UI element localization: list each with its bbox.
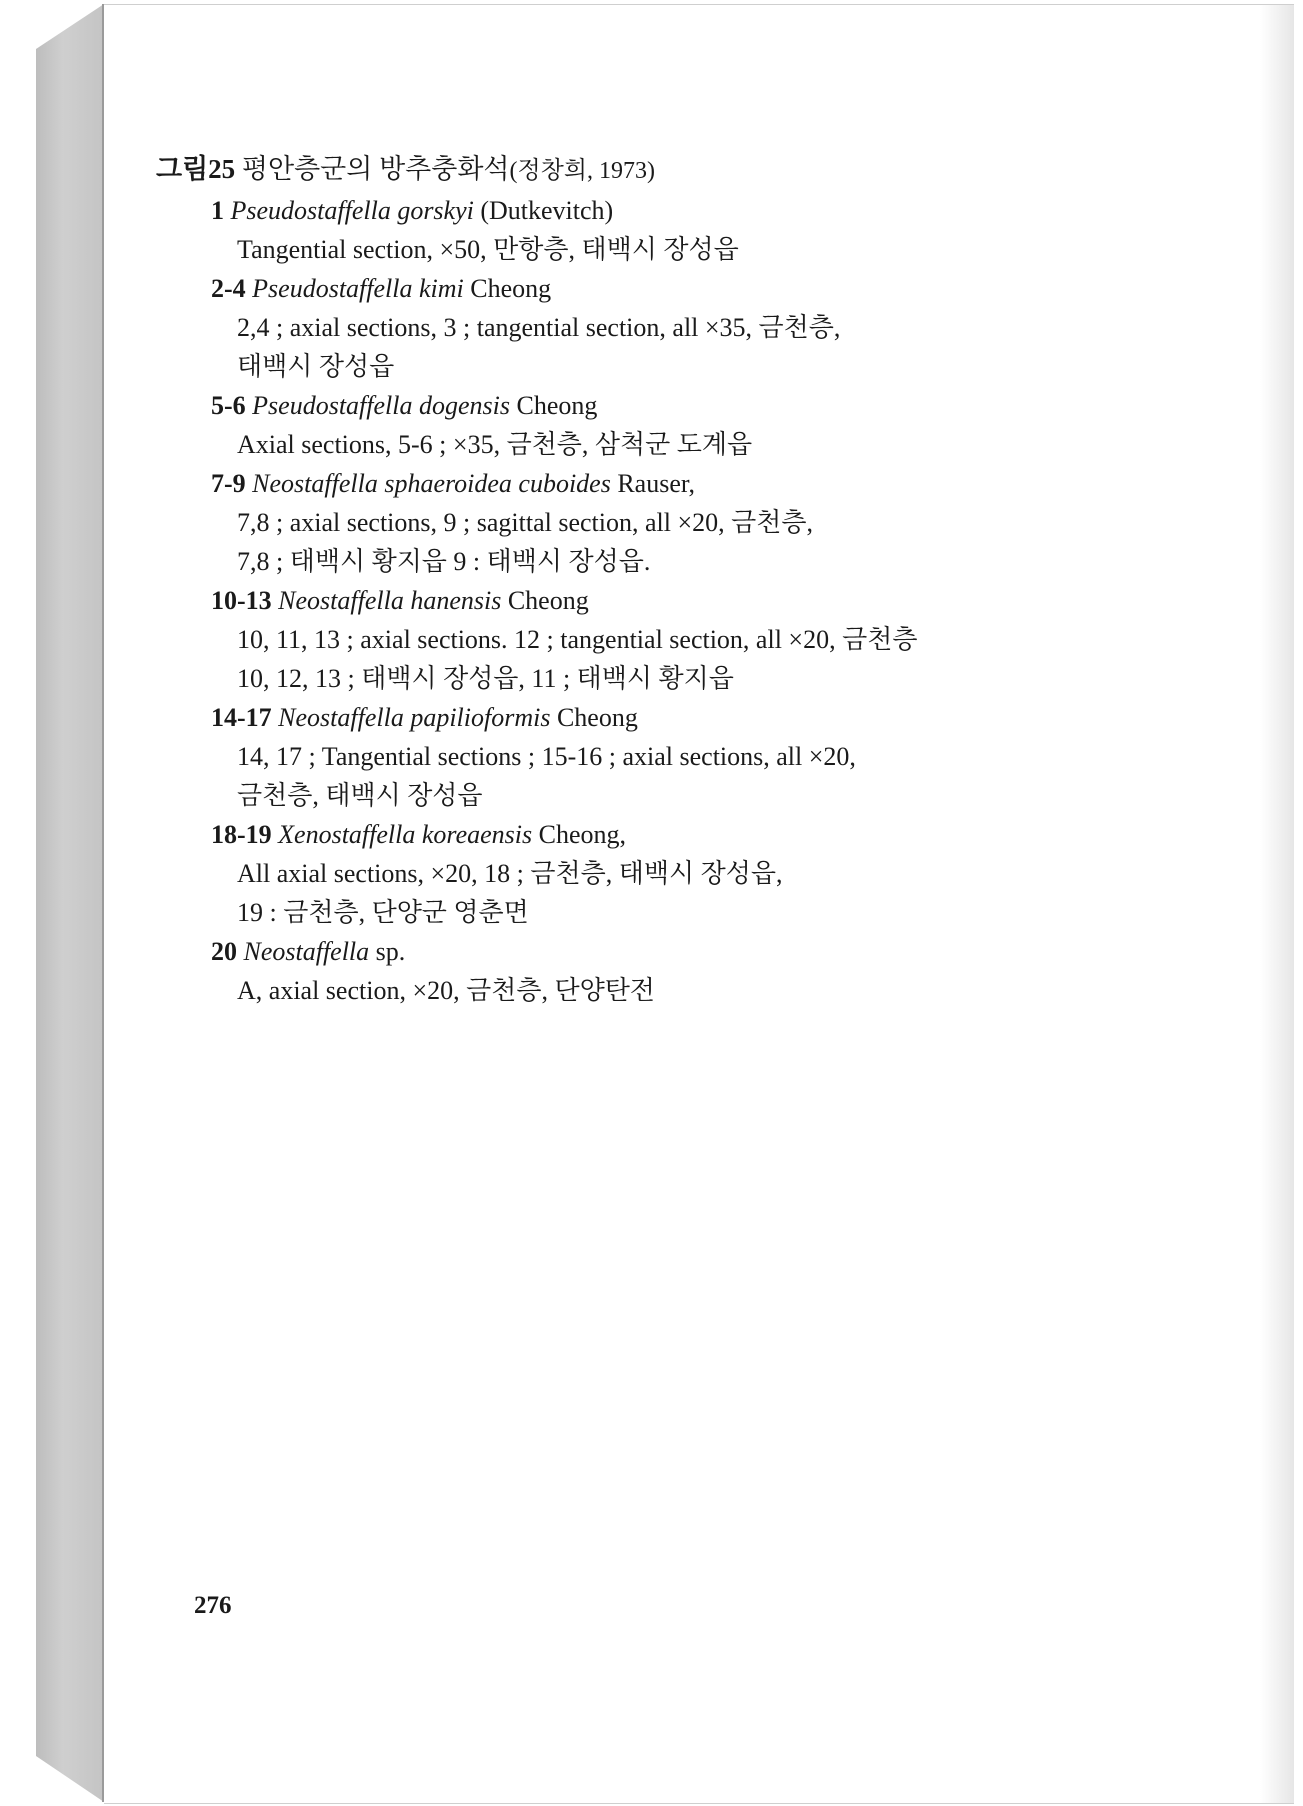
figure-reference: (정창희, 1973) [509,158,656,184]
entry-heading [156,698,1166,737]
entry-numbers: 14-17 [211,703,272,732]
entry-line: All axial sections, ×20, 18 ; 금천층, 태백시 장성읍, [237,859,783,888]
entry [156,191,1166,269]
book-spine [36,4,104,1802]
entry-numbers: 20 [211,937,237,966]
entry-heading [156,386,1166,425]
entry-line: 태백시 장성읍 [237,352,395,381]
entry-author: Cheong, [538,820,626,849]
entry-line: 금천층, 태백시 장성읍 [237,781,483,810]
entry-line: 19 : 금천층, 단양군 영춘면 [237,898,529,927]
entry-heading [156,581,1166,620]
entry-heading [156,815,1166,854]
entry-numbers: 1 [211,196,224,225]
entry-taxon: Pseudostaffella gorskyi [230,196,474,225]
page-number: 276 [194,1592,232,1619]
entry-line: 10, 12, 13 ; 태백시 장성읍, 11 ; 태백시 황지읍 [237,664,734,693]
entry-numbers: 18-19 [211,820,272,849]
entry-line: Tangential section, ×50, 만항층, 태백시 장성읍 [237,235,739,264]
entry-taxon: Pseudostaffella dogensis [252,391,510,420]
figure-label: 그림25 [156,154,236,184]
entry-line: 10, 11, 13 ; axial sections. 12 ; tangential section, all ×20, 금천층 [237,625,918,654]
entry-taxon: Neostaffella hanensis [278,586,502,615]
entry-numbers: 5-6 [211,391,246,420]
entry-heading [156,269,1166,308]
entry-taxon: Neostaffella [243,937,370,966]
entry-numbers: 2-4 [211,274,246,303]
entry-line: 7,8 ; axial sections, 9 ; sagittal section, all ×20, 금천층, [237,508,813,537]
entry-line: 2,4 ; axial sections, 3 ; tangential section, all ×35, 금천층, [237,313,841,342]
entry [156,815,1166,932]
entry [156,698,1166,815]
entry-author: Cheong [507,586,589,615]
entry-author: sp. [375,937,406,966]
entry-author: Cheong [556,703,638,732]
entry-numbers: 10-13 [211,586,272,615]
entry-heading [156,464,1166,503]
entry-taxon: Pseudostaffella kimi [252,274,464,303]
figure-caption [156,150,1166,1010]
entry-author: (Dutkevitch) [480,196,614,225]
entry [156,581,1166,698]
entry-line: Axial sections, 5-6 ; ×35, 금천층, 삼척군 도계읍 [237,430,753,459]
entry-author: Rauser, [617,469,695,498]
page-edge-shadow [1260,5,1294,1803]
entry-taxon: Neostaffella papilioformis [278,703,551,732]
entry-heading [156,932,1166,971]
entry [156,386,1166,464]
entry [156,269,1166,386]
entry-author: Cheong [470,274,552,303]
entry-taxon: Xenostaffella koreaensis [278,820,533,849]
entry-heading [156,191,1166,230]
entry-line: A, axial section, ×20, 금천층, 단양탄전 [237,976,655,1005]
entry-line: 7,8 ; 태백시 황지읍 9 : 태백시 장성읍. [237,547,651,576]
entry [156,464,1166,581]
entry-line: 14, 17 ; Tangential sections ; 15-16 ; axial sections, all ×20, [237,742,856,771]
entry-numbers: 7-9 [211,469,246,498]
entry [156,932,1166,1010]
entry-author: Cheong [516,391,598,420]
figure-title-text: 평안층군의 방추충화석 [241,154,510,184]
entry-taxon: Neostaffella sphaeroidea cuboides [252,469,611,498]
figure-title [156,150,1166,191]
